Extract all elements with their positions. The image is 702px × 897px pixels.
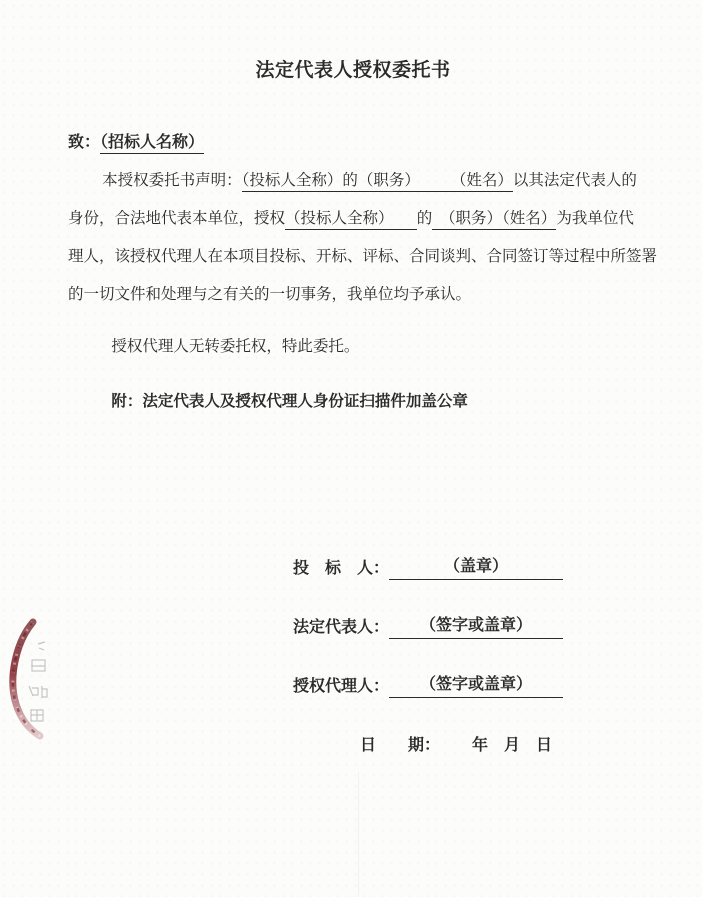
attachment-note: 附：法定代表人及授权代理人身份证扫描件加盖公章 bbox=[111, 393, 468, 410]
date-label: 日 期： bbox=[360, 737, 441, 754]
agent-signature-blank: （签字或盖章） bbox=[389, 673, 563, 698]
line1-fill-blank: （投标人全称）的（职务） （姓名） bbox=[242, 172, 513, 192]
salutation-prefix: 致： bbox=[68, 134, 101, 151]
signature-block bbox=[293, 555, 638, 755]
legal-rep-signature-row bbox=[293, 614, 638, 639]
document-content bbox=[0, 55, 702, 755]
declaration-line-4: 的一切文件和处理与之有关的一切事务，我单位均予承认。 bbox=[68, 286, 472, 303]
bidder-signature-row bbox=[293, 555, 638, 580]
line2-fill-blank-2: （职务）（姓名） bbox=[432, 210, 556, 230]
salutation-line bbox=[68, 132, 638, 154]
page-title: 法定代表人授权委托书 bbox=[255, 60, 451, 81]
no-transfer-clause: 授权代理人无转委托权，特此委托。 bbox=[111, 338, 360, 355]
declaration-line-1 bbox=[68, 170, 638, 192]
declaration-line-3: 理人，该授权代理人在本项目投标、开标、评标、合同谈判、合同签订等过程中所签署 bbox=[68, 248, 658, 265]
agent-label: 授权代理人： bbox=[293, 678, 390, 695]
date-row bbox=[360, 732, 638, 755]
line2-mid: 的 bbox=[416, 210, 433, 227]
line2-lead: 身份，合法地代表本单位，授权 bbox=[68, 210, 286, 227]
line1-lead: 本授权委托书声明： bbox=[102, 172, 242, 189]
bidder-signature-blank: （盖章） bbox=[389, 555, 563, 580]
declaration-line-2 bbox=[68, 208, 638, 230]
legal-rep-label: 法定代表人： bbox=[293, 619, 390, 636]
recipient-name-blank: （招标人名称） bbox=[100, 134, 204, 154]
agent-signature-row bbox=[293, 673, 638, 698]
line1-tail: 以其法定代表人的 bbox=[512, 172, 637, 189]
date-value-blanks: 年 月 日 bbox=[472, 737, 553, 754]
line2-tail: 为我单位代 bbox=[556, 210, 634, 227]
declaration-paragraph bbox=[68, 170, 658, 306]
scan-crease-line bbox=[358, 772, 359, 897]
legal-rep-signature-blank: （签字或盖章） bbox=[389, 614, 563, 639]
line2-fill-blank-1: （投标人全称） bbox=[285, 210, 417, 230]
bidder-label: 投 标 人： bbox=[293, 560, 390, 577]
